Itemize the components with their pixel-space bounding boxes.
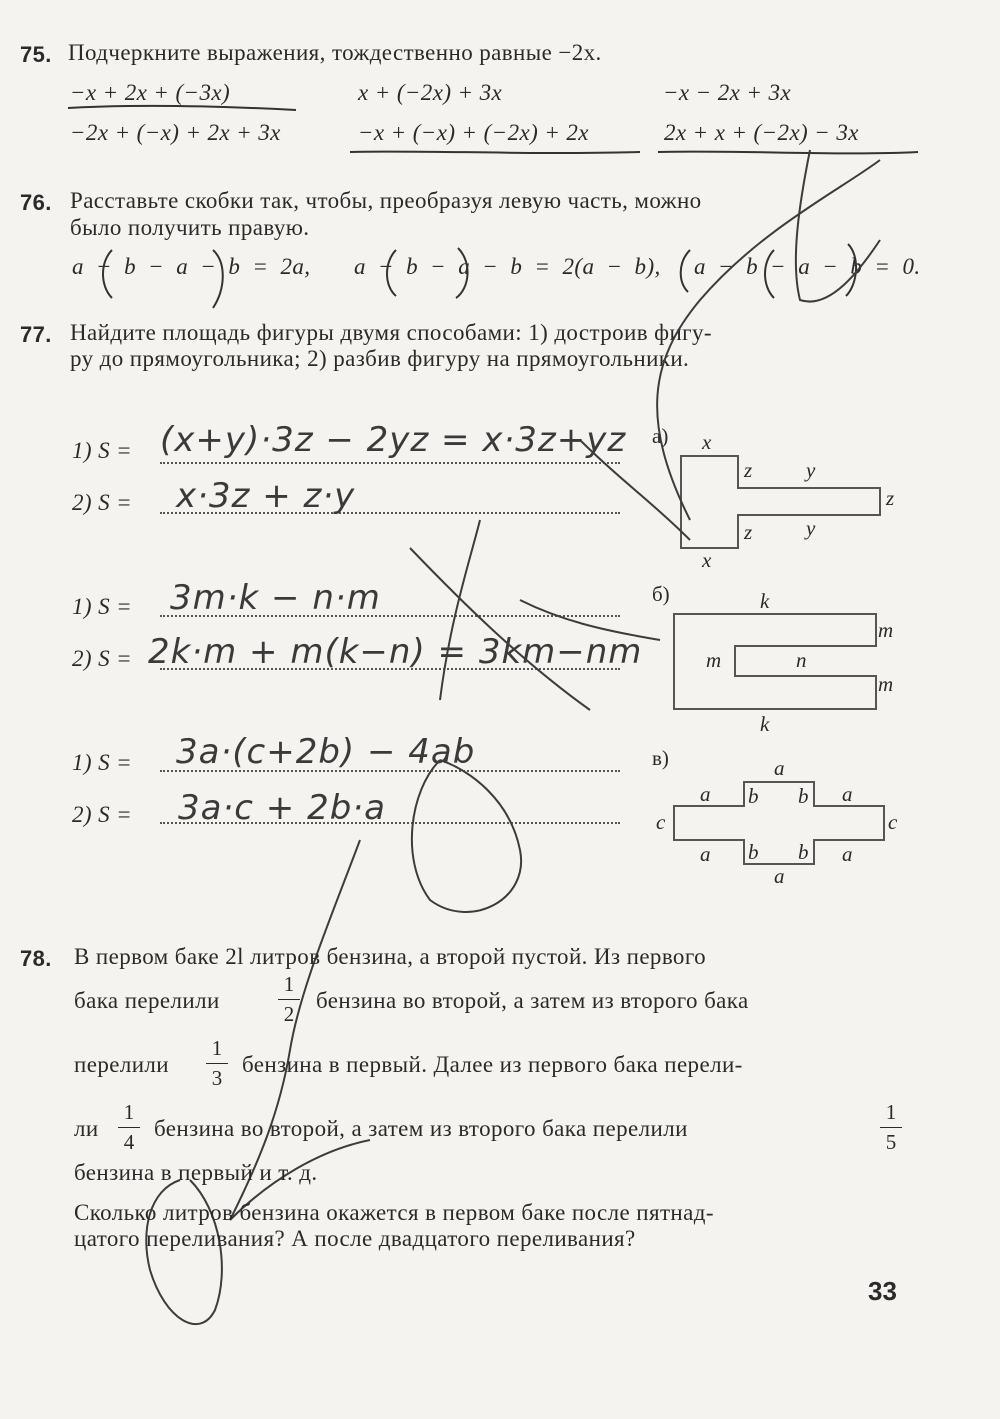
- figure-c-b-tl: b: [748, 784, 759, 808]
- figure-b-k-bottom: k: [760, 712, 770, 736]
- figure-b-k-top: k: [760, 589, 770, 613]
- page-number: 33: [868, 1276, 897, 1306]
- expr-3: −x − 2x + 3x: [663, 80, 791, 105]
- figure-b-m-inner: m: [706, 648, 722, 672]
- problem-78-number: 78.: [20, 946, 52, 971]
- figure-c-a-bl: a: [700, 842, 711, 866]
- problem-77-line2: ру до прямоугольника; 2) разбив фигуру на прямоугольники.: [70, 346, 690, 371]
- problem-77-number: 77.: [20, 322, 52, 347]
- figure-c-b-bl: b: [748, 840, 759, 864]
- underline-mark: [658, 152, 918, 154]
- problem-76-line1: Расставьте скобки так, чтобы, преобразуя левую часть, можно: [70, 188, 702, 213]
- expr-2: x + (−2x) + 3x: [358, 80, 503, 105]
- bracket-mark: [765, 250, 774, 298]
- problem-78-line2b: бензина во второй, а затем из второго бака: [316, 988, 749, 1013]
- s1-label-c: 1) S =: [72, 750, 133, 775]
- figure-b-m-bottom-right: m: [878, 672, 894, 696]
- figure-a-x-bottom: x: [702, 548, 712, 572]
- figure-b-m-top-right: m: [878, 618, 894, 642]
- bracket-mark: [387, 250, 396, 296]
- equation-2: a − b − a − b = 2(a − b),: [354, 254, 661, 279]
- fraction-half: 1 2: [278, 972, 300, 1027]
- figure-a-shape: [681, 456, 880, 548]
- figure-c-b-br: b: [798, 840, 809, 864]
- problem-76-line2: было получить правую.: [70, 215, 310, 240]
- problem-78-line4a: ли: [74, 1116, 99, 1141]
- handwritten-answer-b1: 3m·k − n·m: [170, 578, 381, 618]
- handwritten-answer-a2: x·3z + z·y: [176, 476, 356, 516]
- figure-c-c-right: c: [888, 810, 898, 834]
- problem-76-number: 76.: [20, 190, 52, 215]
- equation-3: a − b − a − b = 0.: [694, 254, 921, 279]
- s2-label-a: 2) S =: [72, 490, 133, 515]
- expr-1: −x + 2x + (−3x): [70, 80, 231, 105]
- problem-78-line6: Сколько литров бензина окажется в первом баке после пятнад-: [74, 1200, 714, 1225]
- expr-5: −x + (−x) + (−2x) + 2x: [358, 120, 589, 145]
- figure-c-label: в): [652, 746, 669, 770]
- s1-label-a: 1) S =: [72, 438, 133, 463]
- problem-75-number: 75.: [20, 42, 52, 67]
- problem-75-text: Подчеркните выражения, тождественно равные −2x.: [68, 40, 602, 65]
- expr-4: −2x + (−x) + 2x + 3x: [70, 120, 281, 145]
- figure-a-z-bottom: z: [744, 520, 753, 544]
- figure-c-a-tr: a: [842, 782, 853, 806]
- figure-c-b-tr: b: [798, 784, 809, 808]
- figure-a-x-top: x: [702, 430, 712, 454]
- problem-77-line1: Найдите площадь фигуры двумя способами: 1) достроив фигу-: [70, 320, 712, 345]
- figure-c-a-br: a: [842, 842, 853, 866]
- handwritten-answer-c2: 3a·c + 2b·a: [178, 788, 386, 828]
- underline-mark: [350, 152, 640, 153]
- underline-mark: [68, 106, 296, 110]
- handwritten-answer-c1: 3a·(c+2b) − 4ab: [176, 732, 476, 772]
- figure-c-c-left: c: [656, 810, 666, 834]
- handwritten-answer-a1: (x+y)·3z − 2yz = x·3z+yz: [160, 420, 627, 460]
- figure-a-z-top: z: [744, 458, 753, 482]
- problem-78-line7: цатого переливания? А после двадцатого переливания?: [74, 1226, 636, 1251]
- figure-a-y-top: y: [806, 458, 816, 482]
- s2-label-b: 2) S =: [72, 646, 133, 671]
- bracket-mark: [103, 250, 112, 298]
- figure-c-a-tl: a: [700, 782, 711, 806]
- fraction-third: 1 3: [206, 1036, 228, 1091]
- bracket-mark: [456, 248, 468, 298]
- expr-6: 2x + x + (−2x) − 3x: [664, 120, 859, 145]
- problem-78-line3b: бензина в первый. Далее из первого бака перели-: [242, 1052, 743, 1077]
- problem-78-line2a: бака перелили: [74, 988, 220, 1013]
- bracket-mark: [681, 250, 690, 292]
- problem-78-line1: В первом баке 2l литров бензина, а второй пустой. Из первого: [74, 944, 706, 969]
- s2-label-c: 2) S =: [72, 802, 133, 827]
- bracket-mark: [846, 244, 856, 296]
- figure-a-y-bottom: y: [806, 516, 816, 540]
- scribble-marks: [146, 150, 880, 1324]
- figure-c-a-top: a: [774, 756, 785, 780]
- figure-a-label: а): [652, 424, 669, 448]
- figure-a-z-right: z: [886, 486, 895, 510]
- equation-1: a − b − a − b = 2a,: [72, 254, 311, 279]
- figure-b-n-inner: n: [796, 648, 807, 672]
- figure-c-a-bottom: a: [774, 864, 785, 888]
- handwritten-answer-b2: 2k·m + m(k−n) = 3km−nm: [148, 632, 643, 672]
- s1-label-b: 1) S =: [72, 594, 133, 619]
- figure-b-label: б): [652, 582, 670, 606]
- figure-b-shape: [674, 614, 876, 709]
- problem-78-line4b: бензина во второй, а затем из второго бака перелили: [154, 1116, 688, 1141]
- bracket-mark: [213, 250, 223, 308]
- fraction-quarter: 1 4: [118, 1100, 140, 1155]
- problem-78-line5: бензина в первый и т. д.: [74, 1160, 318, 1185]
- fraction-fifth: 1 5: [880, 1100, 902, 1155]
- problem-78-line3a: перелили: [74, 1052, 169, 1077]
